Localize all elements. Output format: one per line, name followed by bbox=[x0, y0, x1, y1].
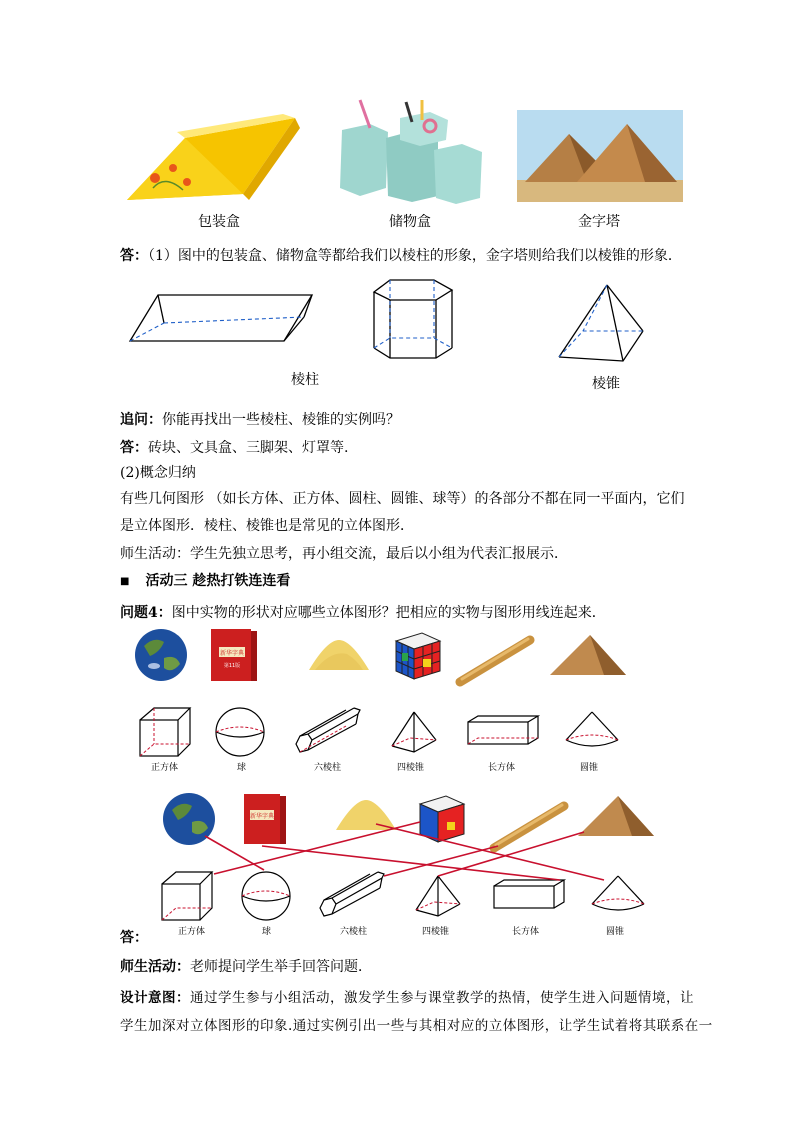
dictionary-image bbox=[209, 627, 259, 683]
question-4 bbox=[120, 603, 606, 623]
activity-note-2 bbox=[120, 957, 372, 977]
packaging-box-photo bbox=[125, 108, 285, 208]
earth-globe-image bbox=[134, 628, 188, 682]
cube-shape-answer bbox=[160, 870, 220, 922]
dictionary-edition: 第11版 bbox=[223, 663, 241, 669]
concept-line-1: 有些几何图形 （如长方体、正方体、圆柱、圆锥、球等）的各部分不都在同一平面内，它们 bbox=[120, 491, 685, 507]
followup-question-text: 你能再找出一些棱柱、棱锥的实例吗？ bbox=[162, 412, 400, 428]
hexagonal-prism-figure bbox=[370, 278, 470, 368]
design-intent-line-2: 学生加深对立体图形的印象.通过实例引出一些与其相对应的立体图形，让学生试着将其联系在一 bbox=[120, 1018, 713, 1034]
dictionary-answer-title: 新华字典 bbox=[249, 813, 275, 820]
sphere-shape-answer bbox=[240, 870, 294, 924]
caption-storage-box: 储物盒 bbox=[389, 214, 431, 230]
label-sphere-answer: 球 bbox=[262, 927, 272, 937]
egyptian-pyramid-image bbox=[548, 633, 628, 677]
activity-note-2-text: 老师提问学生举手回答问题． bbox=[190, 959, 372, 975]
dictionary-image-answer bbox=[242, 792, 288, 846]
label-square-pyramid: 四棱锥 bbox=[397, 763, 425, 773]
followup-answer-text: 砖块、文具盒、三脚架、灯罩等. bbox=[148, 440, 349, 456]
activity-note-1-text: 学生先独立思考，再小组交流，最后以小组为代表汇报展示． bbox=[190, 546, 568, 562]
rubiks-cube-image bbox=[392, 631, 444, 681]
label-cube-answer: 正方体 bbox=[178, 927, 206, 937]
followup-question-label: 追问： bbox=[120, 412, 162, 428]
label-cube: 正方体 bbox=[151, 763, 179, 773]
sand-pile-image bbox=[307, 638, 371, 672]
square-pyramid-shape-answer bbox=[414, 874, 464, 918]
cube-shape bbox=[138, 706, 198, 758]
triangular-prism-figure bbox=[128, 283, 328, 363]
answer-label: 答： bbox=[120, 248, 148, 264]
dictionary-title: 新华字典 bbox=[219, 650, 245, 657]
storage-box-photo bbox=[330, 100, 500, 200]
cuboid-shape bbox=[466, 714, 542, 748]
rubiks-cube-image-answer bbox=[416, 794, 468, 844]
bullet-icon: ■ bbox=[120, 576, 130, 587]
question-4-text: 图中实物的形状对应哪些立体图形？把相应的实物与图形用线连起来． bbox=[171, 605, 606, 621]
design-intent-label: 设计意图： bbox=[120, 990, 190, 1006]
hexagonal-prism-shape bbox=[294, 706, 364, 756]
pyramid-photo bbox=[517, 110, 683, 202]
earth-globe-image-answer bbox=[162, 792, 216, 846]
answer-1 bbox=[120, 246, 682, 266]
label-cone-answer: 圆锥 bbox=[606, 927, 625, 937]
label-cuboid-answer: 长方体 bbox=[512, 927, 540, 937]
pyramid-label: 棱锥 bbox=[592, 376, 620, 392]
cone-shape-answer bbox=[590, 874, 646, 918]
answer-text: （1）图中的包装盒、储物盒等都给我们以棱柱的形象，金字塔则给我们以棱锥的形象． bbox=[148, 248, 682, 264]
design-intent-text-1: 通过学生参与小组活动，激发学生参与课堂教学的热情，使学生进入问题情境，让 bbox=[190, 990, 694, 1006]
activity-3-heading bbox=[120, 571, 290, 593]
followup-answer-label: 答： bbox=[120, 440, 148, 456]
cone-shape bbox=[564, 710, 620, 754]
design-intent-line-1 bbox=[120, 986, 694, 1006]
concept-line-2: 是立体图形．棱柱、棱锥也是常见的立体图形． bbox=[120, 518, 414, 534]
hexagonal-prism-shape-answer bbox=[318, 870, 388, 920]
question-4-label: 问题4： bbox=[120, 605, 172, 621]
wooden-rod-image-answer bbox=[490, 800, 570, 852]
egyptian-pyramid-image-answer bbox=[576, 794, 656, 838]
activity-note-1-label: 师生活动： bbox=[120, 546, 190, 562]
activity-note-1 bbox=[120, 544, 568, 564]
sphere-shape bbox=[214, 706, 268, 760]
square-pyramid-figure bbox=[555, 283, 675, 363]
prism-label: 棱柱 bbox=[291, 372, 319, 388]
caption-packaging-box: 包装盒 bbox=[198, 214, 240, 230]
label-square-pyramid-answer: 四棱锥 bbox=[422, 927, 450, 937]
cuboid-shape-answer bbox=[492, 878, 568, 912]
activity-3-title: 活动三 趁热打铁连连看 bbox=[145, 573, 291, 589]
match-line-rod-hexprism bbox=[384, 846, 498, 876]
activity-note-2-label: 师生活动： bbox=[120, 959, 190, 975]
concept-heading: (2)概念归纳 bbox=[120, 465, 196, 481]
followup-question bbox=[120, 410, 400, 430]
label-sphere: 球 bbox=[237, 763, 247, 773]
caption-pyramid: 金字塔 bbox=[578, 214, 620, 230]
sand-pile-image-answer bbox=[334, 798, 398, 832]
label-cone: 圆锥 bbox=[580, 763, 599, 773]
label-cuboid: 长方体 bbox=[488, 763, 516, 773]
answer-2-label: 答： bbox=[120, 930, 148, 946]
label-hex-prism: 六棱柱 bbox=[314, 763, 342, 773]
label-hex-prism-answer: 六棱柱 bbox=[340, 927, 368, 937]
wooden-rod-image bbox=[456, 634, 536, 686]
followup-answer bbox=[120, 438, 348, 458]
square-pyramid-shape bbox=[390, 710, 440, 754]
